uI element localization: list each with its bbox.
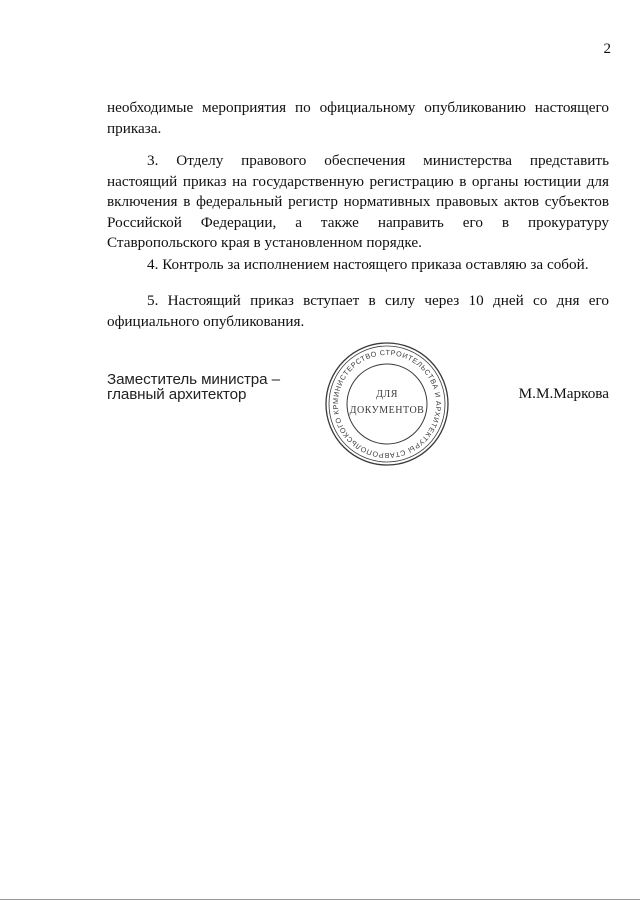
signature-position-line2: главный архитектор: [107, 386, 247, 403]
signature-position: [107, 372, 280, 402]
paragraph-intro: необходимые мероприятия по официальному опубликованию настоящего приказа.: [107, 99, 609, 137]
paragraph-item-4: 4. Контроль за исполнением настоящего приказа оставляю за собой.: [147, 256, 589, 273]
stamp-center-line1: ДЛЯ: [376, 389, 398, 400]
signature-name: М.М.Маркова: [518, 385, 609, 402]
paragraph-item-5: 5. Настоящий приказ вступает в силу через 10 дней со дня его официального опубликования.: [107, 292, 609, 330]
paragraph-item-3: 3. Отделу правового обеспечения министерства представить настоящий приказ на государственную регистрацию в органы юстиции для включения в федеральный регистр нормативных правовых актов субъектов Российской Федерации, а также направить его в прокуратуру Ставропольского края в установленном порядке.: [107, 152, 609, 251]
official-stamp: [322, 339, 452, 469]
stamp-ring-text: МИНИСТЕРСТВО СТРОИТЕЛЬСТВА И АРХИТЕКТУРЫ СТАВРОПОЛЬСКОГО КР: [330, 347, 444, 461]
stamp-center-line2: ДОКУМЕНТОВ: [349, 405, 425, 416]
scan-edge-line: [0, 899, 640, 900]
page-number: 2: [603, 41, 611, 57]
signature-position-line1: Заместитель министра –: [107, 371, 280, 388]
